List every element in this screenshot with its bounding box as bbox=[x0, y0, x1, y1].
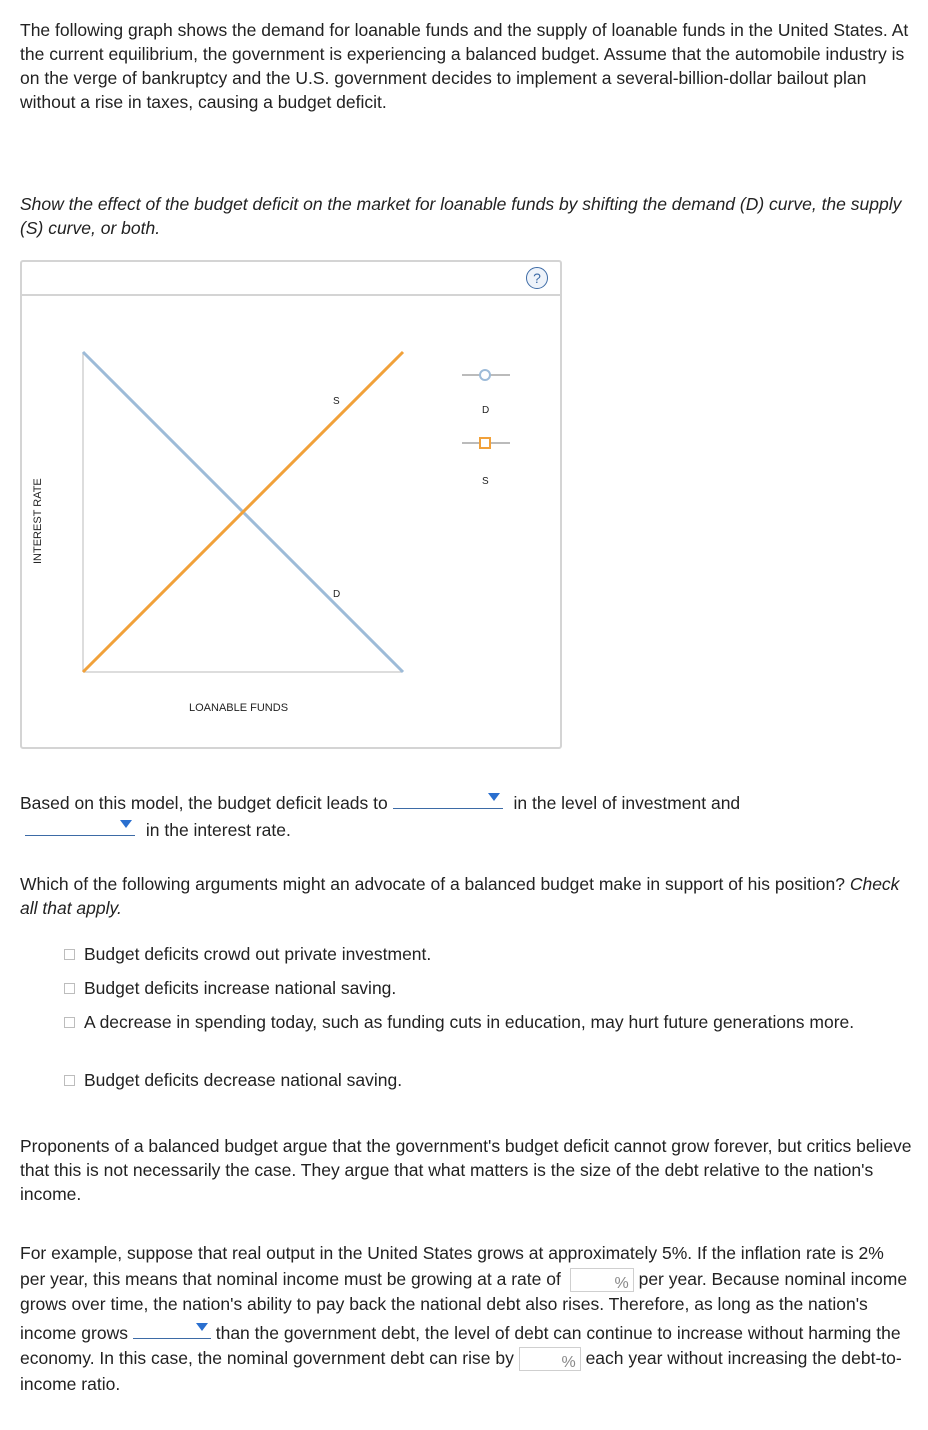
legend-supply-label: S bbox=[482, 476, 489, 487]
q4-text-c: than the government debt, the level of debt can continue to increase without harming the economy. In this case, the nominal government debt can rise by bbox=[20, 1322, 901, 1368]
q1-dropdown-investment[interactable] bbox=[393, 788, 503, 809]
q3-paragraph: Proponents of a balanced budget argue that the government's budget deficit cannot grow forever, but critics believe that this is not necessarily the case. They argue that what matters is the size of the debt relative to the nation's income. bbox=[20, 1136, 912, 1204]
help-icon[interactable]: ? bbox=[526, 267, 548, 289]
q2-option-label: Budget deficits decrease national saving. bbox=[84, 1070, 403, 1090]
checkbox[interactable] bbox=[64, 949, 75, 960]
q1-text-c: in the interest rate. bbox=[145, 820, 291, 840]
q2-option-3[interactable] bbox=[64, 1068, 904, 1092]
q2-prompt: Which of the following arguments might an advocate of a balanced budget make in support of his position? bbox=[20, 874, 845, 894]
q2-prompt-block bbox=[20, 872, 912, 920]
legend-demand-label: D bbox=[482, 405, 490, 416]
q2-option-1[interactable] bbox=[64, 976, 904, 1000]
debt-growth-input[interactable] bbox=[519, 1347, 581, 1371]
nominal-income-growth-input[interactable] bbox=[570, 1268, 634, 1292]
q1-text-b: in the level of investment and bbox=[513, 793, 741, 813]
percent-sign: % bbox=[561, 1354, 576, 1372]
q4-text-d: each year without increasing the debt-to-income ratio. bbox=[20, 1348, 902, 1394]
chevron-down-icon bbox=[120, 820, 132, 828]
chevron-down-icon bbox=[196, 1323, 208, 1331]
chevron-down-icon bbox=[488, 793, 500, 801]
x-axis-label: LOANABLE FUNDS bbox=[189, 702, 289, 714]
loanable-funds-graph bbox=[22, 262, 562, 749]
demand-curve-label: D bbox=[333, 589, 341, 600]
q2-option-2[interactable] bbox=[64, 1010, 904, 1034]
q4-dropdown-growth[interactable] bbox=[133, 1318, 211, 1339]
q4-text-a: For example, suppose that real output in the United States grows at approximately 5%. If the inflation rate is 2% per year, this means that nominal income must be growing at a rate of bbox=[20, 1243, 884, 1289]
checkbox[interactable] bbox=[64, 1075, 75, 1086]
q4-text-b: per year. Because nominal income grows over time, the nation's ability to pay back the national debt also rises. Therefore, as long as the nation's income grows bbox=[20, 1268, 908, 1343]
q2-option-0[interactable] bbox=[64, 942, 904, 966]
percent-sign: % bbox=[614, 1274, 629, 1292]
q4-paragraph bbox=[20, 1241, 912, 1397]
supply-curve-label: S bbox=[333, 396, 340, 407]
instruction-text: Show the effect of the budget deficit on the market for loanable funds by shifting the demand (D) curve, the supply (S) curve, or both. bbox=[20, 194, 902, 238]
q1-dropdown-interest[interactable] bbox=[25, 815, 135, 836]
q1-text-a: Based on this model, the budget deficit leads to bbox=[20, 793, 388, 813]
graph-panel bbox=[20, 260, 562, 749]
q2-prompt-italic: Check all that apply. bbox=[20, 874, 900, 918]
y-axis-label: INTEREST RATE bbox=[32, 478, 44, 564]
legend-demand-tool[interactable] bbox=[462, 370, 510, 380]
checkbox[interactable] bbox=[64, 1017, 75, 1028]
q1-sentence bbox=[20, 788, 912, 842]
q2-option-label: Budget deficits increase national saving. bbox=[84, 978, 397, 998]
q2-option-label: A decrease in spending today, such as funding cuts in education, may hurt future generations more. bbox=[84, 1012, 855, 1032]
intro-paragraph: The following graph shows the demand for loanable funds and the supply of loanable funds in the United States. At the current equilibrium, the government is experiencing a balanced budget. Assume that the automobile industry is on the verge of bankruptcy and the U.S. government decides to implement a several-billion-dollar bailout plan without a rise in taxes, causing a budget deficit. bbox=[20, 20, 909, 112]
checkbox[interactable] bbox=[64, 983, 75, 994]
q2-option-label: Budget deficits crowd out private investment. bbox=[84, 944, 432, 964]
legend-supply-tool[interactable] bbox=[462, 438, 510, 448]
